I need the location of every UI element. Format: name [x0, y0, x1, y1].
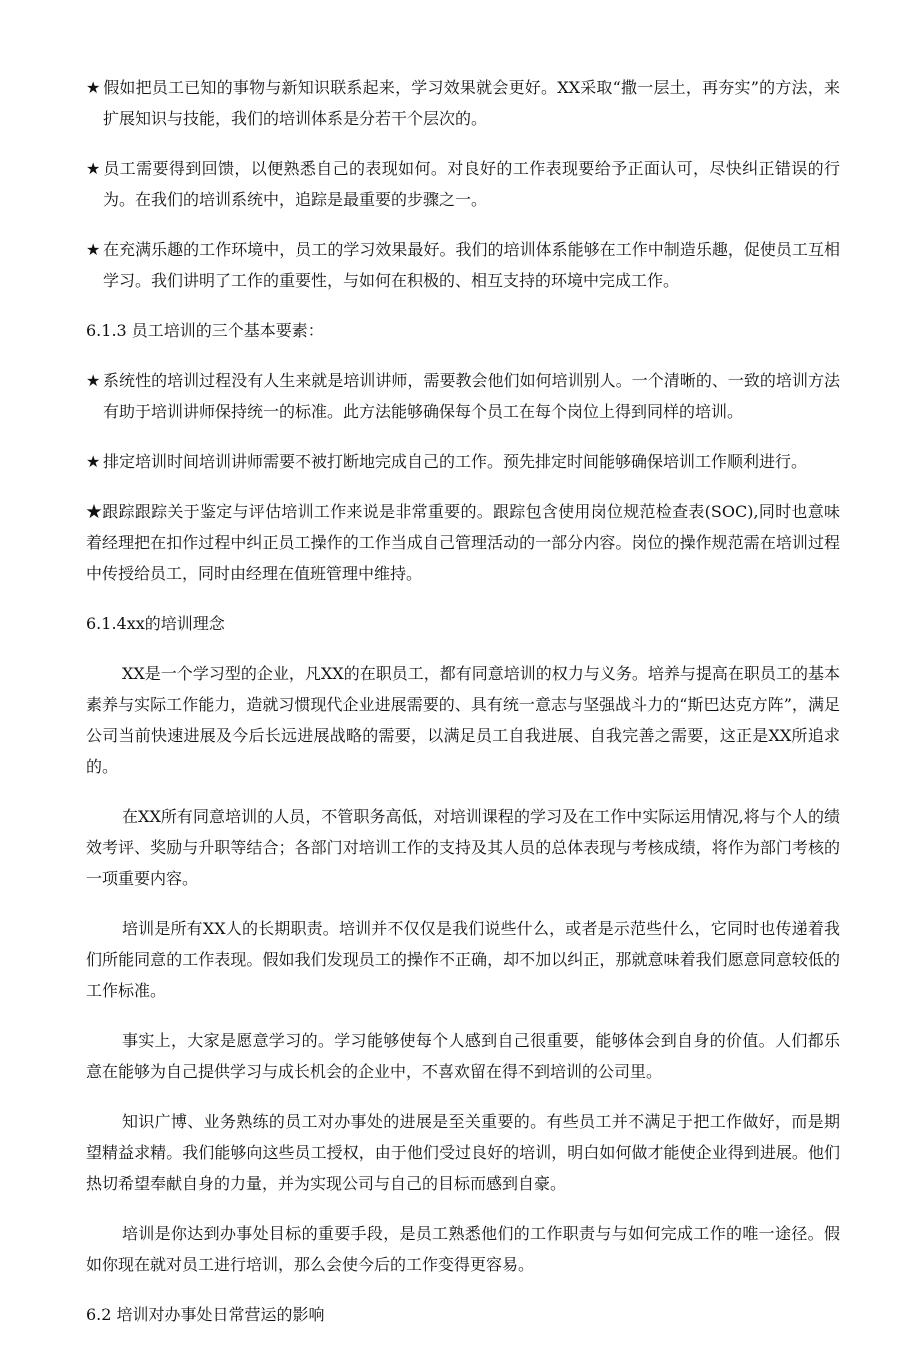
bullet-text: 跟踪跟踪关于鉴定与评估培训工作来说是非常重要的。跟踪包含使用岗位规范检查表(SOC),同时也意味着经理把在扣作过程中纠正员工操作的工作当成自己管理活动的一部分内容。岗位的操作规范需在培训过程中传授给员工，同时由经理在值班管理中维持。 — [86, 502, 840, 583]
section-heading-6-2: 6.2 培训对办事处日常营运的影响 — [86, 1305, 325, 1324]
star-bullet-icon: ★ — [86, 159, 101, 178]
bullet-item — [86, 446, 840, 477]
body-paragraph: 事实上，大家是愿意学习的。学习能够使每个人感到自己很重要，能够体会到自身的价值。人们都乐意在能够为自己提供学习与成长机会的企业中，不喜欢留在得不到培训的公司里。 — [86, 1031, 840, 1081]
bullet-text: 员工需要得到回馈，以便熟悉自己的表现如何。对良好的工作表现要给予正面认可，尽快纠正错误的行为。在我们的培训系统中，追踪是最重要的步骤之一。 — [103, 159, 840, 209]
bullet-text: 在充满乐趣的工作环境中，员工的学习效果最好。我们的培训体系能够在工作中制造乐趣，促使员工互相学习。我们讲明了工作的重要性，与如何在积极的、相互支持的环境中完成工作。 — [103, 240, 840, 290]
bullet-item — [86, 72, 840, 134]
body-paragraph: 在XX所有同意培训的人员，不管职务高低，对培训课程的学习及在工作中实际运用情况,将与个人的绩效考评、奖励与升职等结合；各部门对培训工作的支持及其人员的总体表现与考核成绩，将作为部门考核的一项重要内容。 — [86, 807, 840, 888]
body-paragraph: 培训是你达到办事处目标的重要手段，是员工熟悉他们的工作职责与与如何完成工作的唯一途径。假如你现在就对员工进行培训，那么会使今后的工作变得更容易。 — [86, 1224, 840, 1274]
star-bullet-icon: ★ — [86, 502, 103, 521]
section-heading-6-1-3: 6.1.3 员工培训的三个基本要素： — [86, 321, 324, 340]
bullet-item — [86, 234, 840, 296]
body-paragraph: 培训是所有XX人的长期职责。培训并不仅仅是我们说些什么，或者是示范些什么，它同时也传递着我们所能同意的工作表现。假如我们发现员工的操作不正确，却不加以纠正，那就意味着我们愿意同意较低的工作标准。 — [86, 919, 840, 1000]
bullet-text: 假如把员工已知的事物与新知识联系起来，学习效果就会更好。XX采取“撒一层土，再夯实”的方法，来扩展知识与技能，我们的培训体系是分若干个层次的。 — [103, 78, 840, 128]
body-paragraph: 知识广博、业务熟练的员工对办事处的进展是至关重要的。有些员工并不满足于把工作做好，而是期望精益求精。我们能够向这些员工授权，由于他们受过良好的培训，明白如何做才能使企业得到进展。他们热切希望奉献自身的力量，并为实现公司与自己的目标而感到自豪。 — [86, 1112, 840, 1193]
bullet-item — [86, 153, 840, 215]
body-paragraph: XX是一个学习型的企业，凡XX的在职员工，都有同意培训的权力与义务。培养与提高在职员工的基本素养与实际工作能力，造就习惯现代企业进展需要的、具有统一意志与坚强战斗力的“斯巴达克方阵”，满足公司当前快速进展及今后长远进展战略的需要，以满足员工自我进展、自我完善之需要，这正是XX所追求的。 — [86, 664, 840, 776]
star-bullet-icon: ★ — [86, 78, 101, 97]
bullet-text: 系统性的培训过程没有人生来就是培训讲师，需要教会他们如何培训别人。一个清晰的、一致的培训方法有助于培训讲师保持统一的标准。此方法能够确保每个员工在每个岗位上得到同样的培训。 — [103, 371, 840, 421]
bullet-item — [86, 365, 840, 427]
section-heading-6-1-4: 6.1.4xx的培训理念 — [86, 614, 225, 633]
star-bullet-icon: ★ — [86, 240, 101, 259]
star-bullet-icon: ★ — [86, 452, 101, 471]
bullet-text: 排定培训时间培训讲师需要不被打断地完成自己的工作。预先排定时间能够确保培训工作顺利进行。 — [103, 452, 808, 471]
bullet-item — [86, 496, 840, 589]
document-page — [86, 72, 840, 1349]
star-bullet-icon: ★ — [86, 371, 101, 390]
